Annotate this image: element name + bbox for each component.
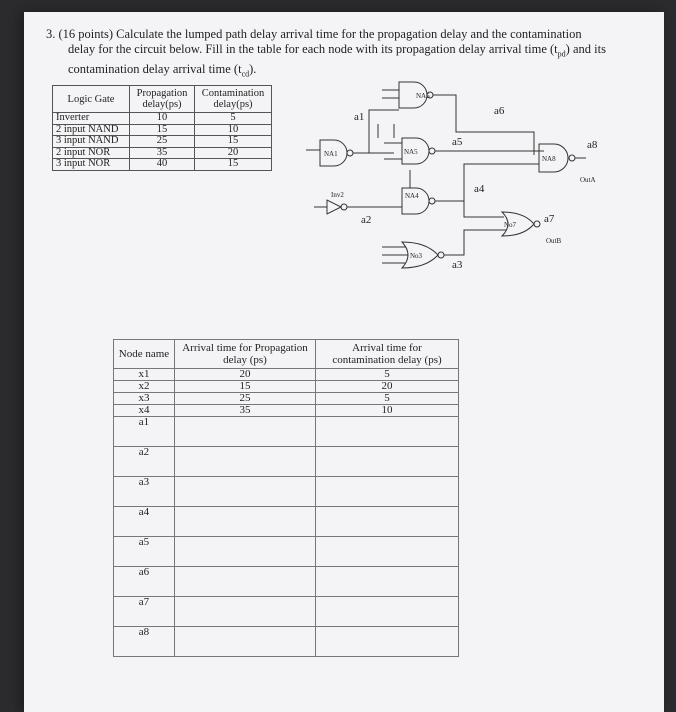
cont-arrival-header: Arrival time for contamination delay (ps) bbox=[316, 340, 459, 369]
node-name: a8 bbox=[114, 627, 175, 657]
prop-arrival-header: Arrival time for Propagation delay (ps) bbox=[175, 340, 316, 369]
prop-delay: 25 bbox=[130, 136, 195, 148]
cont-arrival[interactable] bbox=[316, 537, 459, 567]
prop-arrival[interactable] bbox=[175, 627, 316, 657]
node-name: a3 bbox=[114, 477, 175, 507]
gate-name: 2 input NAND bbox=[53, 124, 130, 136]
prop-arrival[interactable] bbox=[175, 597, 316, 627]
tpd-subscript: pd bbox=[557, 49, 566, 59]
svg-text:NA4: NA4 bbox=[405, 192, 419, 200]
svg-text:a8: a8 bbox=[587, 139, 598, 151]
prop-delay: 10 bbox=[130, 113, 195, 125]
problem-text-2: delay for the circuit below. Fill in the table for each node with its propagation delay arrival time (t bbox=[68, 42, 558, 56]
gate-name: 3 input NOR bbox=[53, 159, 130, 171]
svg-text:NA8: NA8 bbox=[542, 155, 556, 163]
table-row bbox=[114, 567, 459, 597]
gate-header: Logic Gate bbox=[53, 86, 130, 113]
cont-arrival[interactable]: 5 bbox=[316, 369, 459, 381]
table-row bbox=[114, 393, 459, 405]
prop-arrival[interactable] bbox=[175, 417, 316, 447]
prop-arrival[interactable]: 20 bbox=[175, 369, 316, 381]
cont-arrival[interactable] bbox=[316, 417, 459, 447]
svg-text:a7: a7 bbox=[544, 213, 555, 225]
svg-text:NA1: NA1 bbox=[324, 150, 338, 158]
prop-delay: 40 bbox=[130, 159, 195, 171]
prop-arrival[interactable]: 25 bbox=[175, 393, 316, 405]
cont-arrival[interactable] bbox=[316, 477, 459, 507]
prop-arrival[interactable] bbox=[175, 507, 316, 537]
node-name: a7 bbox=[114, 597, 175, 627]
prop-arrival[interactable] bbox=[175, 447, 316, 477]
problem-points: (16 points) bbox=[58, 27, 114, 41]
cont-arrival[interactable] bbox=[316, 507, 459, 537]
table-row bbox=[114, 537, 459, 567]
table-row bbox=[114, 627, 459, 657]
prop-arrival[interactable]: 15 bbox=[175, 381, 316, 393]
prop-delay: 35 bbox=[130, 147, 195, 159]
problem-text-2-end: ) and its bbox=[565, 42, 606, 56]
arrival-time-table bbox=[113, 339, 459, 657]
node-name: a2 bbox=[114, 447, 175, 477]
cont-arrival[interactable] bbox=[316, 627, 459, 657]
node-name: x1 bbox=[114, 369, 175, 381]
table-row bbox=[114, 477, 459, 507]
gate-name: Inverter bbox=[53, 113, 130, 125]
problem-text-3: contamination delay arrival time (t bbox=[68, 61, 242, 76]
tcd-subscript: cd bbox=[241, 69, 250, 78]
prop-delay: 15 bbox=[130, 124, 195, 136]
prop-arrival[interactable] bbox=[175, 537, 316, 567]
table-row bbox=[114, 447, 459, 477]
problem-text-1: Calculate the lumped path delay arrival time for the propagation delay and the contamination bbox=[116, 27, 582, 41]
cont-arrival[interactable] bbox=[316, 567, 459, 597]
table-row bbox=[114, 369, 459, 381]
svg-text:a5: a5 bbox=[452, 136, 463, 148]
node-name: x2 bbox=[114, 381, 175, 393]
table-row bbox=[114, 417, 459, 447]
gate-name: 3 input NAND bbox=[53, 136, 130, 148]
circuit-diagram bbox=[24, 12, 664, 272]
node-name: a5 bbox=[114, 537, 175, 567]
cont-delay: 5 bbox=[195, 113, 272, 125]
worksheet-page bbox=[24, 12, 664, 712]
node-name: a4 bbox=[114, 507, 175, 537]
table-row bbox=[114, 507, 459, 537]
svg-text:OutA: OutA bbox=[580, 176, 596, 184]
problem-text-3-end: ). bbox=[249, 61, 257, 76]
table-row bbox=[114, 405, 459, 417]
cont-arrival[interactable] bbox=[316, 447, 459, 477]
svg-text:a1: a1 bbox=[354, 111, 365, 123]
cont-arrival[interactable] bbox=[316, 597, 459, 627]
gate-name: 2 input NOR bbox=[53, 147, 130, 159]
gate-na4 bbox=[402, 164, 539, 217]
svg-text:a2: a2 bbox=[361, 214, 372, 226]
node-name: a1 bbox=[114, 417, 175, 447]
svg-text:OutB: OutB bbox=[546, 237, 562, 245]
gate-inv2 bbox=[314, 200, 402, 214]
table-row bbox=[114, 381, 459, 393]
svg-text:a3: a3 bbox=[452, 259, 463, 271]
prop-header: Propagation delay(ps) bbox=[130, 86, 195, 113]
prop-arrival[interactable]: 35 bbox=[175, 405, 316, 417]
cont-delay: 15 bbox=[195, 136, 272, 148]
svg-text:No3: No3 bbox=[410, 252, 423, 260]
cont-arrival[interactable]: 5 bbox=[316, 393, 459, 405]
svg-text:Inv2: Inv2 bbox=[331, 191, 344, 199]
node-header: Node name bbox=[114, 340, 175, 369]
cont-arrival[interactable]: 20 bbox=[316, 381, 459, 393]
cont-delay: 10 bbox=[195, 124, 272, 136]
cont-delay: 15 bbox=[195, 159, 272, 171]
prop-arrival[interactable] bbox=[175, 567, 316, 597]
svg-text:NA5: NA5 bbox=[404, 148, 418, 156]
prop-arrival[interactable] bbox=[175, 477, 316, 507]
node-name: x3 bbox=[114, 393, 175, 405]
node-name: a6 bbox=[114, 567, 175, 597]
svg-text:No7: No7 bbox=[504, 221, 517, 229]
gate-na1 bbox=[306, 110, 399, 166]
problem-number: 3. bbox=[46, 27, 56, 41]
cont-arrival[interactable]: 10 bbox=[316, 405, 459, 417]
gate-no3 bbox=[382, 230, 506, 268]
cont-header: Contamination delay(ps) bbox=[195, 86, 272, 113]
svg-text:a4: a4 bbox=[474, 183, 485, 195]
table-row bbox=[114, 597, 459, 627]
svg-text:a6: a6 bbox=[494, 105, 505, 117]
svg-text:NA6: NA6 bbox=[416, 92, 430, 100]
cont-delay: 20 bbox=[195, 147, 272, 159]
node-name: x4 bbox=[114, 405, 175, 417]
